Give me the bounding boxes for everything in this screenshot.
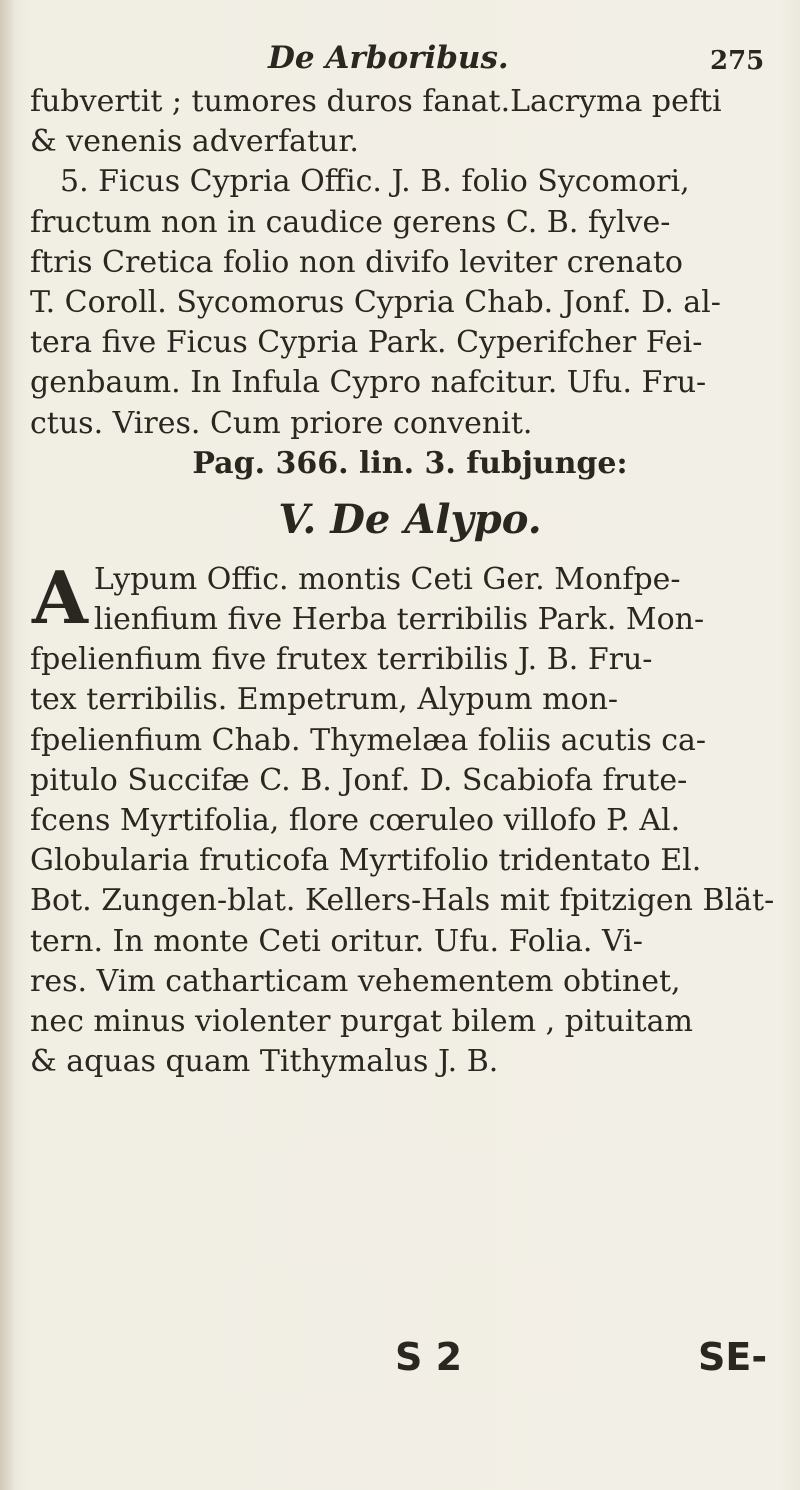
text-line: lienfium five Herba terribilis Park. Mon- (93, 602, 705, 638)
page-number: 275 (710, 46, 765, 76)
page-footer (0, 1335, 800, 1395)
text-line: & venenis adverfatur. (30, 124, 359, 160)
dropcap-paragraph (30, 554, 790, 640)
text-line: Bot. Zungen-blat. Kellers-Hals mit fpitzigen Blät- (30, 883, 775, 919)
text-line: T. Coroll. Sycomorus Cypria Chab. Jonf. D. al- (30, 284, 721, 320)
text-line: ctus. Vires. Cum priore convenit. (30, 405, 533, 441)
text-line: fructum non in caudice gerens C. B. fylve- (30, 204, 671, 240)
page-text (30, 82, 790, 1082)
text-line: & aquas quam Tithymalus J. B. (30, 1044, 499, 1080)
text-line: fpelienfium five frutex terribilis J. B. Fru- (30, 642, 653, 678)
text-line: Globularia fruticofa Myrtifolio tridentato El. (30, 843, 702, 879)
text-line: fubvertit ; tumores duros fanat.Lacryma pefti (30, 84, 722, 119)
running-title: De Arboribus. (268, 40, 509, 76)
catchword: SE- (698, 1335, 768, 1379)
drop-cap: A (32, 554, 88, 640)
text-line: nec minus violenter purgat bilem , pituitam (30, 1003, 693, 1039)
text-line: genbaum. In Infula Cypro nafcitur. Ufu. Fru- (30, 365, 707, 401)
text-line: 5. Ficus Cypria Offic. J. B. folio Sycomori, (60, 164, 690, 200)
text-line: pitulo Succifæ C. B. Jonf. D. Scabiofa frute- (30, 762, 688, 798)
text-line: Lypum Offic. montis Ceti Ger. Monfpe- (93, 561, 681, 597)
reference-note: Pag. 366. lin. 3. fubjunge: (192, 445, 628, 481)
text-line: tern. In monte Ceti oritur. Ufu. Folia. Vi- (30, 923, 643, 959)
text-line: tex terribilis. Empetrum, Alypum mon- (30, 682, 619, 718)
signature-mark: S 2 (395, 1335, 463, 1379)
section-title: V. De Alypo. (278, 495, 542, 543)
text-line: tera five Ficus Cypria Park. Cyperifcher Fei- (30, 325, 703, 361)
text-line: fpelienfium Chab. Thymelæa foliis acutis ca- (30, 722, 707, 758)
page-gutter (0, 0, 14, 1490)
text-line: res. Vim catharticam vehementem obtinet, (30, 963, 681, 999)
text-line: fcens Myrtifolia, flore cœruleo villofo P. Al. (30, 803, 681, 838)
text-line: ftris Cretica folio non divifo leviter crenato (30, 244, 683, 280)
